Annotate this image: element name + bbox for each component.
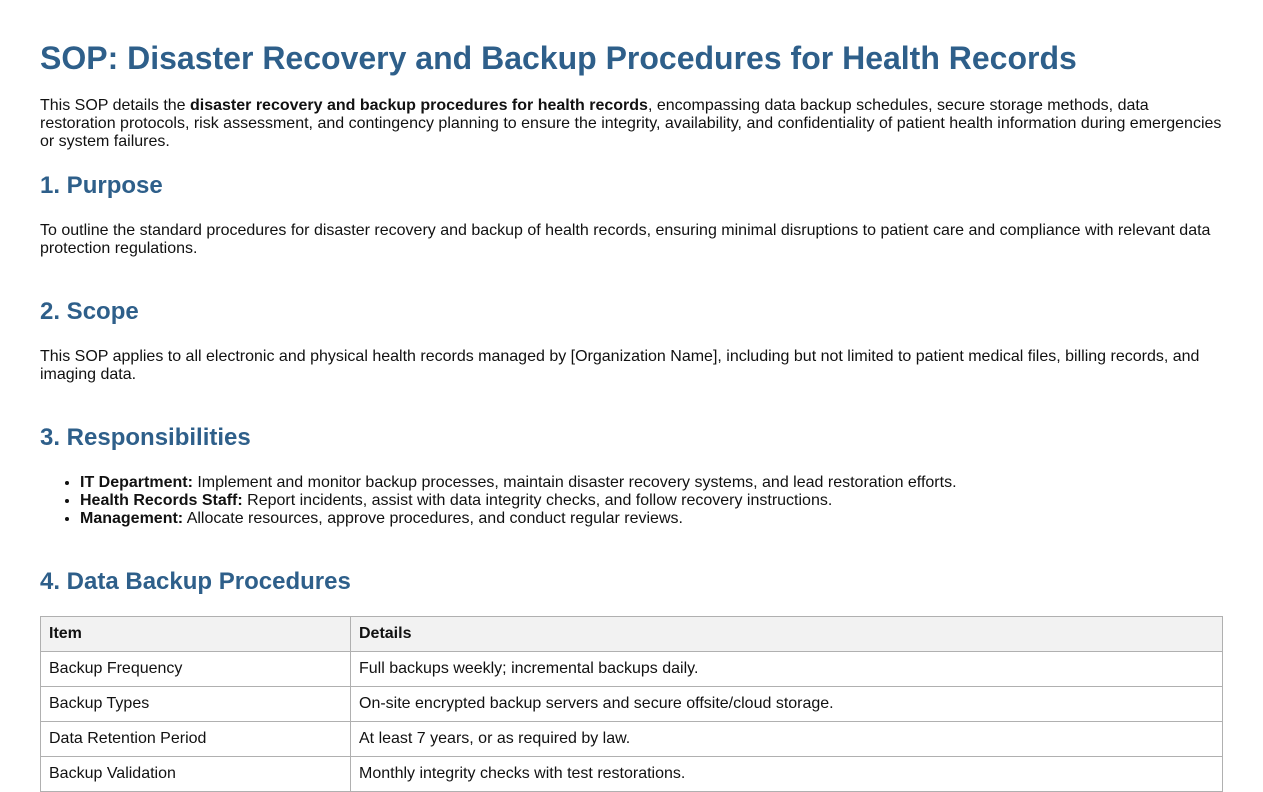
- cell-item: Data Retention Period: [41, 722, 351, 757]
- cell-item: Backup Validation: [41, 757, 351, 792]
- list-item: [80, 492, 1223, 510]
- cell-details: At least 7 years, or as required by law.: [351, 722, 1223, 757]
- intro-paragraph: [40, 97, 1223, 151]
- column-header-item: Item: [41, 617, 351, 652]
- table-header-row: [41, 617, 1223, 652]
- section-heading-backup: 4. Data Backup Procedures: [40, 568, 351, 595]
- section-heading-responsibilities: 3. Responsibilities: [40, 424, 251, 451]
- list-item: [80, 474, 1223, 492]
- table-row: [41, 722, 1223, 757]
- table-row: [41, 757, 1223, 792]
- list-item: [80, 510, 1223, 528]
- table-row: [41, 652, 1223, 687]
- intro-suffix: , encompassing data backup schedules, secure storage methods, data restoration protocols, risk assessment, and contingency planning to ensure the integrity, availability, and confidentiality of patient health information during emergencies or system failures.: [40, 97, 1222, 150]
- role-label: Management:: [80, 510, 184, 527]
- page-title: SOP: Disaster Recovery and Backup Procedures for Health Records: [40, 40, 1077, 76]
- backup-table: [40, 616, 1223, 792]
- cell-details: Full backups weekly; incremental backups daily.: [351, 652, 1223, 687]
- scope-text: This SOP applies to all electronic and physical health records managed by [Organization Name], including but not limited to patient medical files, billing records, and imaging data.: [40, 348, 1200, 383]
- table-row: [41, 687, 1223, 722]
- role-label: Health Records Staff:: [80, 492, 243, 509]
- section-heading-purpose: 1. Purpose: [40, 172, 163, 199]
- responsibilities-list: [40, 474, 1223, 528]
- section-heading-scope: 2. Scope: [40, 298, 139, 325]
- cell-item: Backup Types: [41, 687, 351, 722]
- role-label: IT Department:: [80, 474, 193, 491]
- cell-details: Monthly integrity checks with test restorations.: [351, 757, 1223, 792]
- role-description: Allocate resources, approve procedures, and conduct regular reviews.: [183, 510, 683, 527]
- role-description: Implement and monitor backup processes, maintain disaster recovery systems, and lead restoration efforts.: [192, 474, 957, 491]
- column-header-details: Details: [351, 617, 1223, 652]
- role-description: Report incidents, assist with data integrity checks, and follow recovery instructions.: [242, 492, 833, 509]
- intro-prefix: This SOP details the: [40, 97, 190, 114]
- purpose-text: To outline the standard procedures for disaster recovery and backup of health records, ensuring minimal disruptions to patient care and compliance with relevant data protection regulations.: [40, 222, 1211, 257]
- intro-bold: disaster recovery and backup procedures for health records: [190, 97, 648, 114]
- cell-details: On-site encrypted backup servers and secure offsite/cloud storage.: [351, 687, 1223, 722]
- cell-item: Backup Frequency: [41, 652, 351, 687]
